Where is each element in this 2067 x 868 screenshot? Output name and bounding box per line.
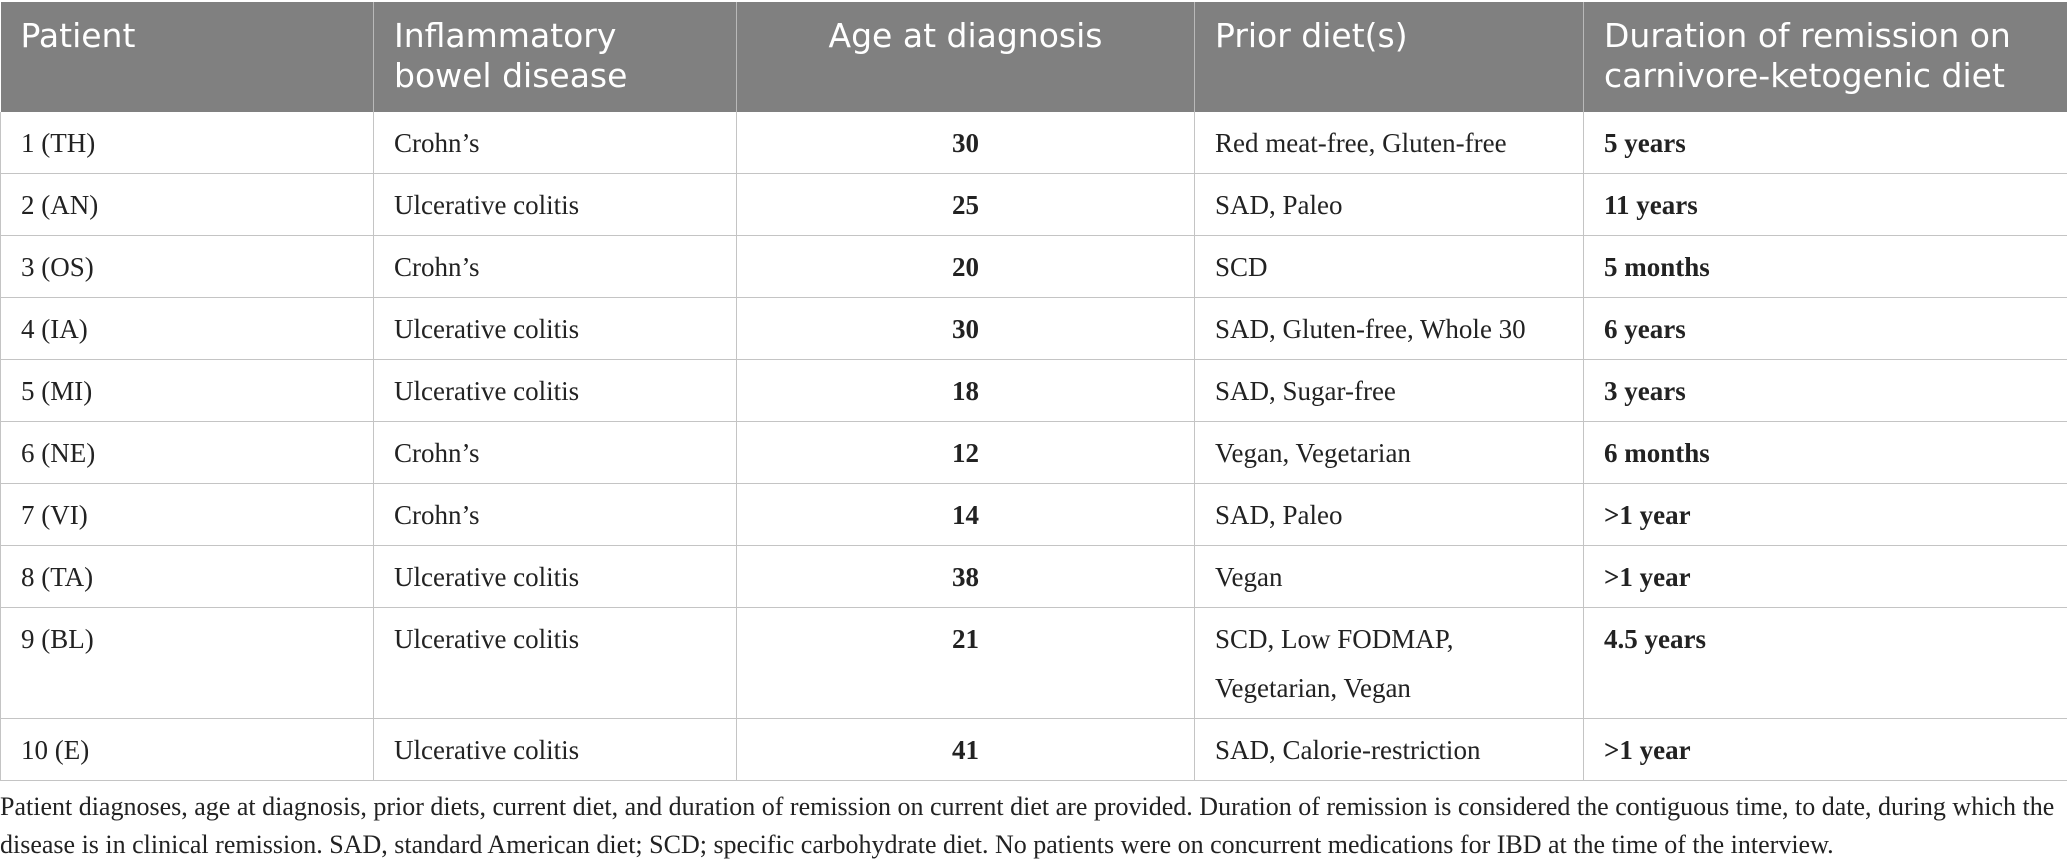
cell-duration: 3 years (1584, 360, 2067, 422)
cell-prior-diets: Red meat-free, Gluten-free (1195, 112, 1584, 174)
table-row (1, 360, 2067, 422)
cell-patient: 9 (BL) (1, 608, 374, 719)
cell-prior-diets: Vegan (1195, 546, 1584, 608)
cell-prior-diets: SAD, Calorie-restriction (1195, 719, 1584, 781)
cell-prior-diets: SAD, Paleo (1195, 484, 1584, 546)
header-age: Age at diagnosis (737, 2, 1195, 112)
cell-duration: 6 months (1584, 422, 2067, 484)
cell-age: 20 (737, 236, 1195, 298)
cell-patient: 5 (MI) (1, 360, 374, 422)
header-row (1, 2, 2067, 112)
cell-patient: 1 (TH) (1, 112, 374, 174)
table-header (1, 2, 2067, 112)
cell-duration: 11 years (1584, 174, 2067, 236)
cell-disease: Ulcerative colitis (374, 298, 737, 360)
cell-age: 12 (737, 422, 1195, 484)
cell-prior-diets: SCD (1195, 236, 1584, 298)
cell-duration: >1 year (1584, 546, 2067, 608)
cell-patient: 4 (IA) (1, 298, 374, 360)
cell-age: 21 (737, 608, 1195, 719)
cell-age: 25 (737, 174, 1195, 236)
cell-duration: 6 years (1584, 298, 2067, 360)
cell-disease: Ulcerative colitis (374, 608, 737, 719)
cell-patient: 3 (OS) (1, 236, 374, 298)
cell-disease: Crohn’s (374, 422, 737, 484)
table-row (1, 484, 2067, 546)
cell-prior-diets: SAD, Sugar-free (1195, 360, 1584, 422)
cell-disease: Ulcerative colitis (374, 174, 737, 236)
cell-prior-diets: SAD, Gluten-free, Whole 30 (1195, 298, 1584, 360)
patient-table-container (0, 2, 2067, 781)
header-patient: Patient (1, 2, 374, 112)
cell-duration: 4.5 years (1584, 608, 2067, 719)
cell-age: 41 (737, 719, 1195, 781)
table-row (1, 112, 2067, 174)
cell-prior-diets: Vegan, Vegetarian (1195, 422, 1584, 484)
table-row (1, 719, 2067, 781)
cell-duration: 5 months (1584, 236, 2067, 298)
table-row (1, 174, 2067, 236)
cell-patient: 7 (VI) (1, 484, 374, 546)
cell-age: 30 (737, 112, 1195, 174)
cell-duration: >1 year (1584, 719, 2067, 781)
table-row (1, 236, 2067, 298)
cell-prior-diets: SCD, Low FODMAP, Vegetarian, Vegan (1195, 608, 1584, 719)
cell-duration: 5 years (1584, 112, 2067, 174)
cell-age: 30 (737, 298, 1195, 360)
cell-disease: Crohn’s (374, 112, 737, 174)
table-body (1, 112, 2067, 781)
table-row (1, 422, 2067, 484)
table-row (1, 546, 2067, 608)
header-prior-diets: Prior diet(s) (1195, 2, 1584, 112)
cell-disease: Ulcerative colitis (374, 360, 737, 422)
cell-patient: 6 (NE) (1, 422, 374, 484)
patient-table (0, 2, 2067, 781)
header-disease: Inflammatory bowel disease (374, 2, 737, 112)
cell-disease: Ulcerative colitis (374, 546, 737, 608)
cell-duration: >1 year (1584, 484, 2067, 546)
cell-prior-diets: SAD, Paleo (1195, 174, 1584, 236)
cell-age: 18 (737, 360, 1195, 422)
cell-age: 38 (737, 546, 1195, 608)
table-row (1, 608, 2067, 719)
cell-patient: 8 (TA) (1, 546, 374, 608)
table-footnote: Patient diagnoses, age at diagnosis, prior diets, current diet, and duration of remission on current diet are provided. Duration of remission is considered the contiguous time, to date, during which the disease is in clinical remission. SAD, standard American diet; SCD; specific carbohydrate diet. No patients were on concurrent medications for IBD at the time of the interview. (0, 792, 2055, 859)
cell-age: 14 (737, 484, 1195, 546)
table-row (1, 298, 2067, 360)
header-duration: Duration of remission on carnivore-ketogenic diet (1584, 2, 2067, 112)
cell-disease: Crohn’s (374, 236, 737, 298)
cell-disease: Crohn’s (374, 484, 737, 546)
cell-patient: 2 (AN) (1, 174, 374, 236)
cell-disease: Ulcerative colitis (374, 719, 737, 781)
cell-patient: 10 (E) (1, 719, 374, 781)
